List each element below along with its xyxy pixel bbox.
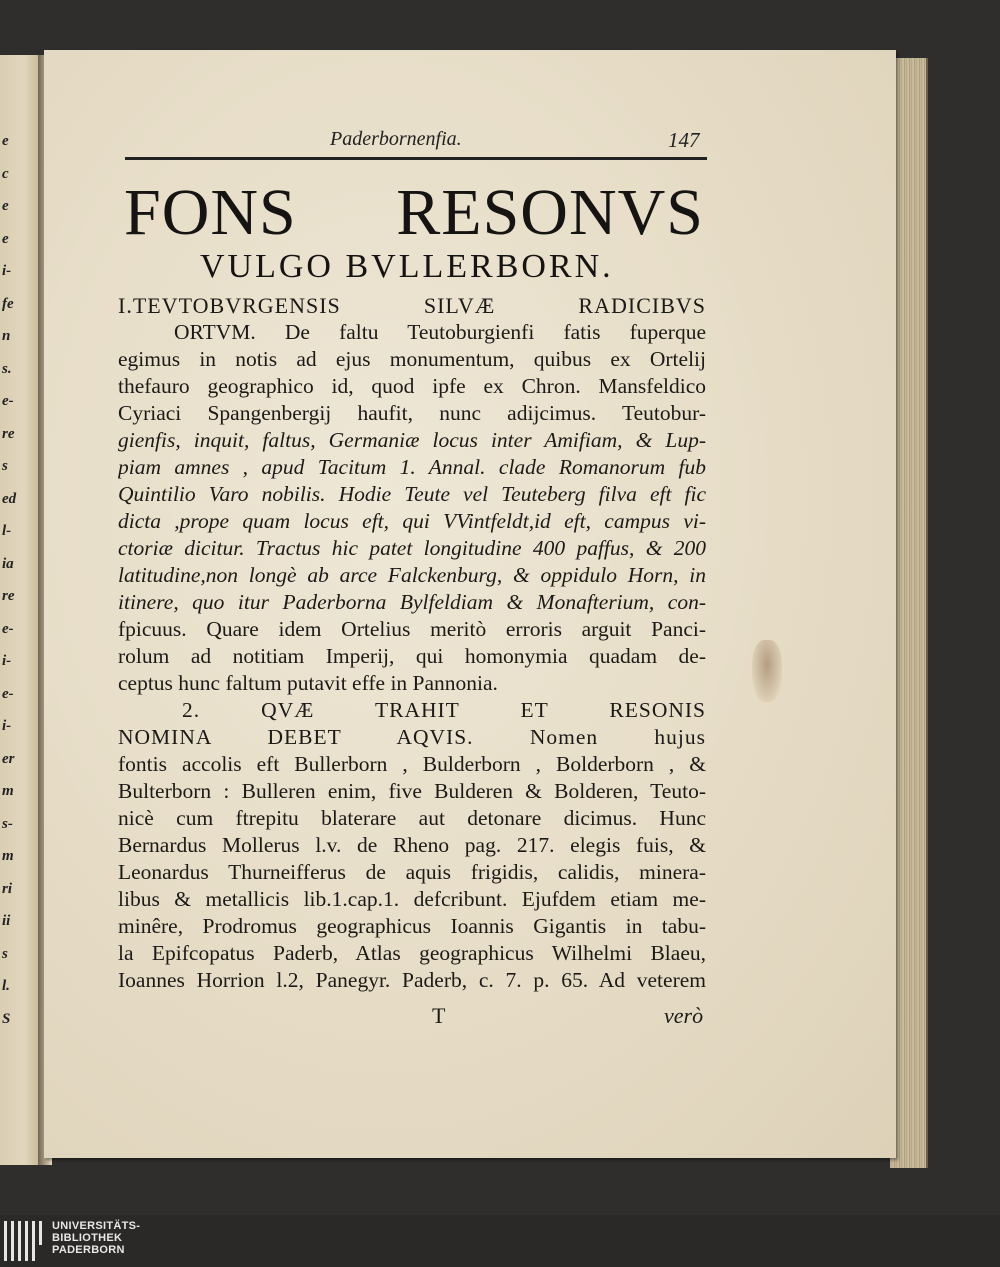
left-page-fragment-text: e- — [2, 393, 14, 409]
library-logo-icon[interactable] — [4, 1221, 44, 1261]
logo-line-1: UNIVERSITÄTS- — [52, 1220, 141, 1232]
left-page-fragment-text: s — [2, 945, 8, 962]
body-line: Bernardus Mollerus l.v. de Rheno pag. 217. elegis fuis, & — [118, 833, 706, 857]
body-line: libus & metallicis lib.1.cap.1. defcribunt. Ejufdem etiam me- — [118, 887, 706, 911]
body-line: nicè cum ftrepitu blaterare aut detonare dicimus. Hunc — [118, 806, 706, 830]
left-page-fragment-text: l- — [2, 523, 12, 539]
left-page-fragment-text: e — [2, 133, 9, 149]
body-line: fontis accolis eft Bullerborn , Bulderborn , Bolderborn , & — [118, 752, 706, 776]
body-line: I.TEVTOBVRGENSIS SILVÆ RADICIBVS — [118, 293, 706, 318]
body-line: gienfis, inquit, faltus, Germaniæ locus inter Amifiam, & Lup- — [118, 428, 706, 452]
body-line: ctoriæ dicitur. Tractus hic patet longitudine 400 paffus, & 200 — [118, 536, 706, 560]
body-text — [118, 292, 706, 994]
body-line: Quintilio Varo nobilis. Hodie Teute vel Teuteberg filva eft fic — [118, 482, 706, 506]
library-logo-text[interactable] — [52, 1220, 140, 1256]
paper-stain — [752, 640, 782, 702]
body-line: thefauro geographico id, quod ipfe ex Chron. Mansfeldico — [118, 374, 706, 398]
body-line: fpicuus. Quare idem Ortelius meritò erroris arguit Panci- — [118, 617, 706, 641]
left-page-fragment-text: re — [2, 588, 15, 604]
left-page-fragment-text: fe — [2, 295, 14, 312]
body-line: NOMINA DEBET AQVIS. Nomen hujus — [118, 725, 706, 749]
left-page-fragment-text: m — [2, 783, 14, 799]
left-page-fragment-text: i- — [2, 718, 12, 734]
left-page-fragment-text: n — [2, 328, 11, 344]
left-page-fragment-text: s- — [2, 815, 13, 832]
left-page-fragment-text: ii — [2, 913, 11, 929]
left-page-fragment-text: re — [2, 425, 15, 442]
left-page-fragment-text: s — [2, 458, 8, 474]
signature-mark: T — [432, 1003, 446, 1028]
title-line-2: VULGO BVLLERBORN. — [200, 248, 614, 285]
left-page-fragment-text: ri — [2, 880, 13, 897]
footer-bar — [0, 1215, 1000, 1267]
body-line: latitudine,non longè ab arce Falckenburg, & oppidulo Horn, in — [118, 563, 706, 587]
body-line: minêre, Prodromus geographicus Ioannis Gigantis in tabu- — [118, 914, 706, 938]
left-page-fragment-text: er — [2, 750, 15, 767]
catchword: verò — [664, 1003, 704, 1028]
body-line: Cyriaci Spangenbergij haufit, nunc adijcimus. Teutobur- — [118, 401, 706, 425]
left-page-fragment-text: S — [2, 1010, 11, 1027]
left-page-fragment-text: s. — [2, 360, 12, 377]
running-title: Paderbornenfia. — [330, 128, 462, 150]
left-page-fragment-text: i- — [2, 653, 12, 669]
body-line: rolum ad notitiam Imperij, qui homonymia quadam de- — [118, 644, 706, 668]
title-line-1: FONS RESONVS — [124, 176, 704, 249]
logo-line-3: PADERBORN — [52, 1244, 125, 1256]
left-page-fragment-text: e- — [2, 620, 14, 637]
left-page-fragment-text: c — [2, 165, 9, 182]
body-line: Leonardus Thurneifferus de aquis frigidis, calidis, minera- — [118, 860, 706, 884]
left-page-fragment-text: ia — [2, 555, 14, 572]
body-line: 2. QVÆ TRAHIT ET RESONIS — [182, 698, 706, 722]
body-line: la Epifcopatus Paderb, Atlas geographicus Wilhelmi Blaeu, — [118, 941, 706, 965]
left-page-fragment-text: e — [2, 230, 9, 247]
body-line: piam amnes , apud Tacitum 1. Annal. clade Romanorum fub — [118, 455, 706, 479]
body-line: ceptus hunc faltum putavit effe in Pannonia. — [118, 671, 498, 695]
left-page-fragment-text: l. — [2, 978, 10, 994]
header-rule — [125, 157, 707, 160]
body-line: Ioannes Horrion l.2, Panegyr. Paderb, c. 7. p. 65. Ad veterem — [118, 968, 706, 992]
body-line: dicta ,prope quam locus eft, qui VVintfeldt,id eft, campus vi- — [118, 509, 706, 533]
body-line: egimus in notis ad ejus monumentum, quibus ex Ortelij — [118, 347, 706, 371]
left-page-fragment-text: i- — [2, 263, 12, 279]
body-line: itinere, quo itur Paderborna Bylfeldiam & Monafterium, con- — [118, 590, 706, 614]
body-line: Bulterborn : Bulleren enim, five Bulderen & Bolderen, Teuto- — [118, 779, 706, 803]
left-page-fragment-text: e- — [2, 685, 14, 702]
left-page-fragment-text: e — [2, 198, 9, 214]
left-page-fragment — [0, 55, 42, 1165]
page-number: 147 — [668, 128, 700, 152]
left-page-fragment-text: ed — [2, 490, 17, 507]
body-line: ORTVM. De faltu Teutoburgienfi fatis fuperque — [174, 320, 706, 344]
left-page-fragment-text: m — [2, 848, 14, 864]
logo-line-2: BIBLIOTHEK — [52, 1232, 123, 1244]
